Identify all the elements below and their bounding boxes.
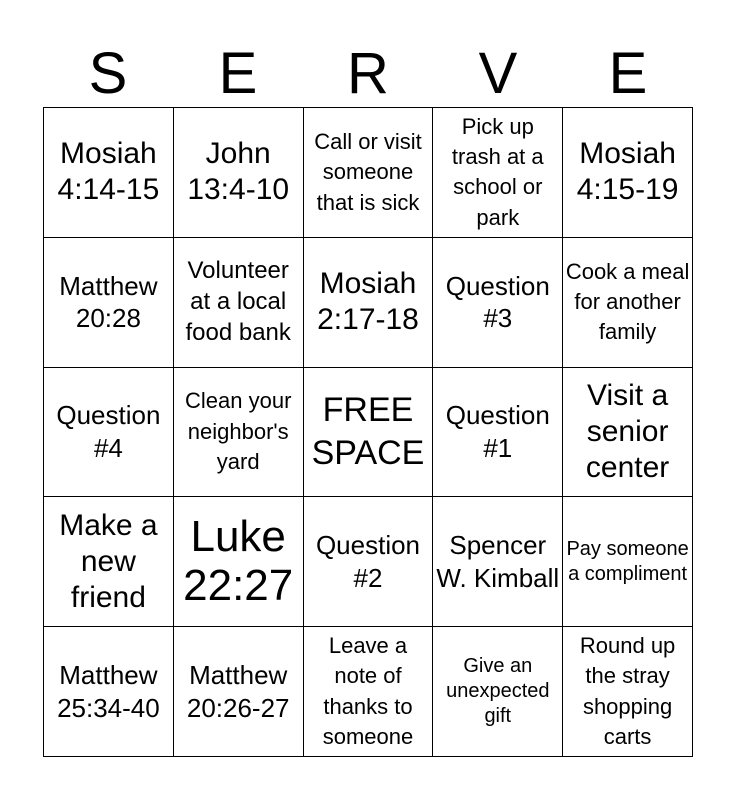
cell-text: Leave a note of thanks to someone	[322, 632, 414, 749]
bingo-cell[interactable]	[433, 497, 563, 627]
cell-text: Mosiah 2:17-18	[317, 267, 419, 337]
cell-text: Clean your neighbor's yard	[185, 388, 292, 475]
bingo-cell[interactable]	[563, 368, 693, 498]
cell-text: Question #4	[56, 400, 161, 463]
cell-text: Question #2	[315, 530, 421, 593]
cell-text: FREE SPACE	[311, 391, 425, 472]
cell-text: Spencer W. Kimball	[436, 530, 560, 593]
bingo-cell[interactable]	[433, 238, 563, 368]
cell-text: Volunteer at a local food bank	[185, 257, 291, 346]
bingo-cell[interactable]	[174, 497, 304, 627]
bingo-cell[interactable]	[304, 108, 434, 238]
cell-text: Pick up trash at a school or park	[451, 113, 544, 230]
bingo-cell[interactable]	[563, 627, 693, 757]
bingo-cell[interactable]	[44, 108, 174, 238]
cell-text: Question #3	[445, 270, 550, 334]
header-letter: V	[478, 41, 518, 106]
bingo-cell[interactable]	[44, 497, 174, 627]
cell-text: Matthew 25:34-40	[57, 660, 160, 723]
cell-text: Make a new friend	[59, 508, 158, 614]
cell-text: Pay someone a compliment	[566, 537, 689, 585]
cell-text: Give an unexpected gift	[446, 655, 550, 728]
bingo-cell[interactable]	[563, 497, 693, 627]
cell-text: Question #1	[445, 400, 550, 463]
bingo-cell[interactable]	[304, 627, 434, 757]
cell-text: Matthew 20:26-27	[186, 660, 290, 723]
header-letter: S	[88, 41, 128, 106]
header-letter: E	[608, 41, 648, 106]
bingo-cell[interactable]	[563, 108, 693, 238]
cell-text: Mosiah 4:15-19	[576, 137, 679, 207]
cell-text: Cook a meal for another family	[565, 258, 690, 345]
bingo-cell[interactable]	[304, 238, 434, 368]
bingo-cell[interactable]	[174, 627, 304, 757]
bingo-cell[interactable]	[44, 627, 174, 757]
cell-text: Matthew 20:28	[59, 270, 158, 334]
header-letter: R	[347, 41, 389, 106]
bingo-cell[interactable]	[433, 627, 563, 757]
cell-text: Visit a senior center	[585, 378, 670, 484]
bingo-header	[43, 40, 693, 108]
bingo-cell[interactable]	[433, 108, 563, 238]
bingo-cell[interactable]	[433, 368, 563, 498]
cell-text: Mosiah 4:14-15	[57, 137, 160, 207]
cell-text: Round up the stray shopping carts	[579, 632, 676, 749]
cell-text: Luke 22:27	[183, 512, 294, 610]
cell-text: Call or visit someone that is sick	[314, 128, 422, 215]
bingo-cell[interactable]	[174, 108, 304, 238]
bingo-cell[interactable]	[174, 368, 304, 498]
bingo-cell[interactable]	[44, 238, 174, 368]
bingo-cell[interactable]	[304, 497, 434, 627]
header-letter: E	[218, 41, 258, 106]
bingo-board	[43, 107, 693, 757]
bingo-cell[interactable]	[304, 368, 434, 498]
bingo-cell[interactable]	[44, 368, 174, 498]
cell-text: John 13:4-10	[187, 137, 290, 207]
bingo-cell[interactable]	[563, 238, 693, 368]
bingo-cell[interactable]	[174, 238, 304, 368]
